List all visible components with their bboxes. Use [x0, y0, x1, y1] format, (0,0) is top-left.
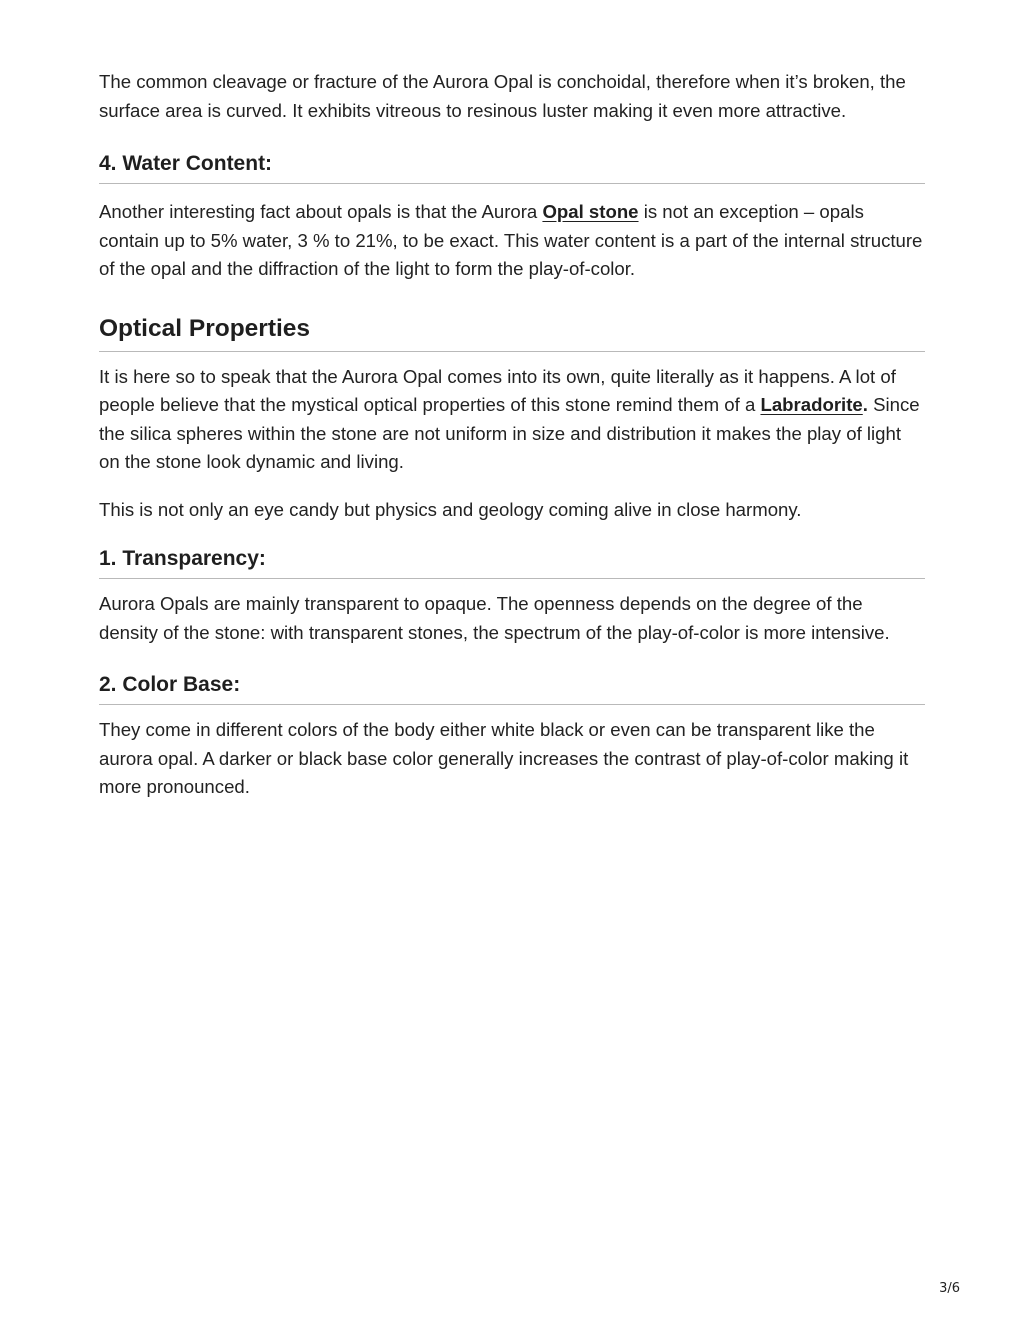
- optical-properties-heading: Optical Properties: [99, 314, 925, 352]
- page-number: 3/6: [939, 1281, 960, 1296]
- transparency-heading: 1. Transparency:: [99, 546, 925, 579]
- optical-paragraph-1: [99, 363, 925, 477]
- water-text-end: is not an exception – opals contain up to 5% water, 3 % to 21%, to be exact. This water content is a part of the internal structure of the opal and the diffraction of the light to form the play-of-color.: [99, 201, 923, 279]
- optical-text-start: It is here so to speak that the Aurora Opal comes into its own, quite literally as it happens. A lot of people believe that the mystical optical properties of this stone remind them of a: [99, 365, 896, 415]
- opal-stone-link[interactable]: Opal stone: [542, 201, 639, 222]
- optical-paragraph-2: This is not only an eye candy but physics and geology coming alive in close harmony.: [99, 498, 802, 520]
- optical-text-end: Since the silica spheres within the stone are not uniform in size and distribution it makes the play of light on the stone look dynamic and living.: [99, 394, 920, 472]
- water-content-paragraph: [99, 198, 925, 284]
- color-base-heading: 2. Color Base:: [99, 672, 925, 705]
- article-content: [99, 68, 925, 802]
- intro-paragraph: The common cleavage or fracture of the Aurora Opal is conchoidal, therefore when it’s broken, the surface area is curved. It exhibits vitreous to resinous luster making it even more attractive.: [99, 71, 906, 121]
- transparency-paragraph: Aurora Opals are mainly transparent to opaque. The openness depends on the degree of the density of the stone: with transparent stones, the spectrum of the play-of-color is more intensive.: [99, 593, 890, 643]
- color-base-paragraph: They come in different colors of the body either white black or even can be transparent like the aurora opal. A darker or black base color generally increases the contrast of play-of-color making it more pronounced.: [99, 719, 909, 797]
- optical-link-period: .: [862, 394, 868, 415]
- water-text-start: Another interesting fact about opals is that the Aurora: [99, 201, 543, 222]
- labradorite-link[interactable]: Labradorite: [760, 394, 863, 415]
- water-content-heading: 4. Water Content:: [99, 151, 925, 184]
